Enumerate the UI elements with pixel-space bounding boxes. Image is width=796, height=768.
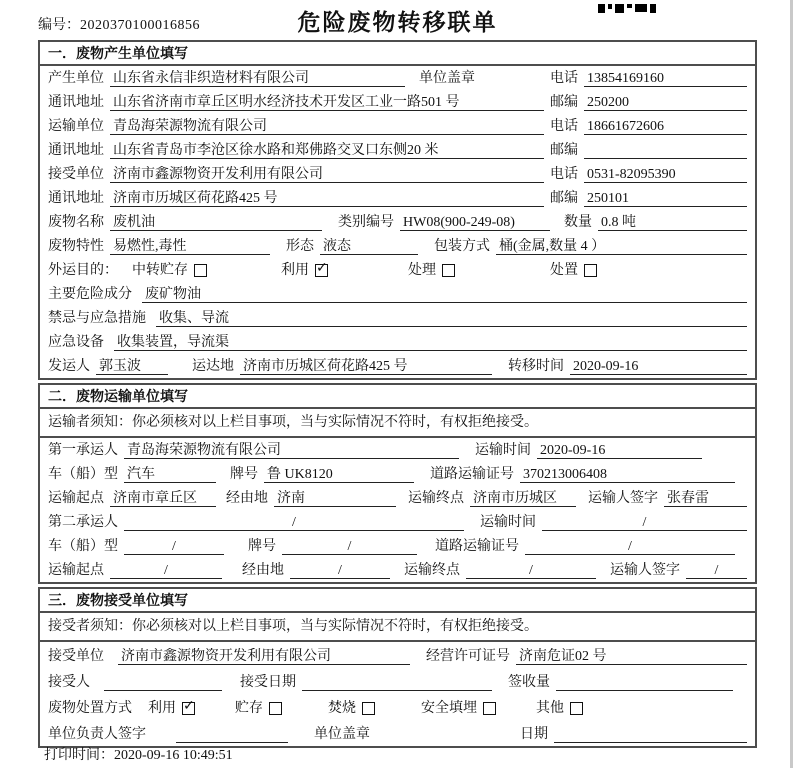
section2-notice: 运输者须知：你必须核对以上栏目事项，当与实际情况不符时，有权拒绝接受。 [40, 409, 755, 438]
waste-name-label: 废物名称 [48, 215, 104, 230]
receive-unit3-label: 接受单位 [48, 649, 104, 664]
disposal-landfill-checkbox [483, 702, 496, 715]
waste-name-value: 废机油 [110, 214, 322, 231]
transport-time2-value: / [542, 514, 747, 531]
qr-code-fragment-icon [598, 4, 656, 13]
option-dispose [550, 259, 597, 279]
row-vehicle2 [40, 534, 755, 558]
plate2-label: 牌号 [248, 539, 276, 554]
phone3-label: 电话 [550, 167, 578, 182]
disposal-label: 废物处置方式 [48, 701, 132, 716]
zip2-value [584, 142, 747, 159]
shipper-label: 发运人 [48, 359, 90, 374]
row-waste-name [40, 210, 755, 234]
row-producer-unit [40, 66, 755, 90]
zip1-label: 邮编 [550, 95, 578, 110]
receive-date-label: 接受日期 [240, 675, 296, 690]
carrier-sign1-value: 张春雷 [664, 490, 747, 507]
print-time-label: 打印时间： [44, 748, 114, 763]
option-treat [408, 259, 455, 279]
disposal-incinerate-label: 焚烧 [328, 701, 356, 716]
transfer-time-value: 2020-09-16 [570, 358, 747, 375]
first-carrier-label: 第一承运人 [48, 443, 118, 458]
page-edge-divider [790, 0, 793, 768]
dispose-checkbox [584, 264, 597, 277]
page-title: 危险废物转移联单 [297, 9, 498, 35]
row-shipper [40, 354, 755, 378]
carrier-sign2-value: / [686, 562, 747, 579]
road-permit1-value: 370213006408 [520, 466, 735, 483]
disposal-storage-checkbox [269, 702, 282, 715]
option-disposal-other [536, 697, 583, 717]
first-carrier-value: 青岛海荣源物流有限公司 [124, 442, 459, 459]
road-permit1-label: 道路运输证号 [430, 467, 514, 482]
disposal-storage-label: 贮存 [235, 701, 263, 716]
packaging-label: 包装方式 [434, 239, 490, 254]
row-disposal-method [40, 694, 755, 720]
disposal-utilize-label: 利用 [148, 701, 176, 716]
destination-value: 济南市历城区荷花路425 号 [240, 358, 492, 375]
date-label: 日期 [520, 727, 548, 742]
via2-label: 经由地 [242, 563, 284, 578]
section3-notice: 接受者须知：你必须核对以上栏目事项，当与实际情况不符时，有权拒绝接受。 [40, 613, 755, 642]
second-carrier-value: / [124, 514, 464, 531]
unit-seal3-label: 单位盖章 [314, 727, 370, 742]
characteristics-value: 易燃性,毒性 [110, 238, 270, 255]
disposal-incinerate-checkbox [362, 702, 375, 715]
plate1-label: 牌号 [230, 467, 258, 482]
terminus2-label: 运输终点 [404, 563, 460, 578]
precautions-value: 收集、导流 [156, 310, 747, 327]
emergency-equipment-label: 应急设备 [48, 335, 104, 350]
terminus1-value: 济南市历城区 [470, 490, 576, 507]
responsible-sign-value [176, 726, 288, 743]
row-first-carrier [40, 438, 755, 462]
option-disposal-incinerate [328, 697, 375, 717]
signed-amount-label: 签收量 [508, 675, 550, 690]
carrier-sign2-label: 运输人签字 [610, 563, 680, 578]
address3-label: 通讯地址 [48, 191, 104, 206]
responsible-sign-label: 单位负责人签字 [48, 727, 146, 742]
address3-value: 济南市历城区荷花路425 号 [110, 190, 544, 207]
road-permit2-label: 道路运输证号 [435, 539, 519, 554]
origin1-label: 运输起点 [48, 491, 104, 506]
phone1-value: 13854169160 [584, 70, 747, 87]
serial-label: 编号： [38, 18, 80, 33]
utilize-checkbox [315, 264, 328, 277]
via2-value: / [290, 562, 390, 579]
origin1-value: 济南市章丘区 [110, 490, 216, 507]
row-transport-address [40, 138, 755, 162]
row-emergency-equipment [40, 330, 755, 354]
option-disposal-landfill [421, 697, 496, 717]
row-transport-unit [40, 114, 755, 138]
section1-header: 一．废物产生单位填写 [40, 42, 755, 66]
shipper-value: 郭玉波 [96, 358, 168, 375]
row-receiver-person [40, 668, 755, 694]
row-receive-address [40, 186, 755, 210]
address1-label: 通讯地址 [48, 95, 104, 110]
via1-label: 经由地 [226, 491, 268, 506]
emergency-equipment-value: 收集装置，导流渠 [114, 334, 747, 351]
transfer-time-label: 转移时间 [508, 359, 564, 374]
phone2-label: 电话 [550, 119, 578, 134]
option-disposal-utilize [148, 697, 195, 717]
option-transit-storage-label: 中转贮存 [132, 263, 188, 278]
option-transit-storage [132, 259, 207, 279]
vehicle-type1-value: 汽车 [124, 466, 216, 483]
section3-header: 三．废物接受单位填写 [40, 589, 755, 613]
transport-unit-label: 运输单位 [48, 119, 104, 134]
serial-value: 2020370100016856 [80, 18, 200, 33]
destination-label: 运达地 [192, 359, 234, 374]
row-route2 [40, 558, 755, 582]
row-receive-unit [40, 162, 755, 186]
plate2-value: / [282, 538, 417, 555]
main-hazard-label: 主要危险成分 [48, 287, 132, 302]
characteristics-label: 废物特性 [48, 239, 104, 254]
section-receiver [38, 587, 757, 748]
transit-storage-checkbox [194, 264, 207, 277]
option-dispose-label: 处置 [550, 263, 578, 278]
zip1-value: 250200 [584, 94, 747, 111]
row-transfer-purpose [40, 258, 755, 282]
row-second-carrier [40, 510, 755, 534]
transport-time1-label: 运输时间 [475, 443, 531, 458]
address2-value: 山东省青岛市李沧区徐水路和郑佛路交叉口东侧20 米 [110, 142, 544, 159]
option-disposal-storage [235, 697, 282, 717]
carrier-sign1-label: 运输人签字 [588, 491, 658, 506]
disposal-landfill-label: 安全填埋 [421, 701, 477, 716]
receiver-value [104, 674, 222, 691]
document-header [38, 4, 757, 38]
row-precautions [40, 306, 755, 330]
second-carrier-label: 第二承运人 [48, 515, 118, 530]
row-responsible-signature [40, 720, 755, 746]
permit-no-label: 经营许可证号 [426, 649, 510, 664]
terminus1-label: 运输终点 [408, 491, 464, 506]
quantity-value: 0.8 吨 [598, 214, 747, 231]
vehicle-type1-label: 车（船）型 [48, 467, 118, 482]
phone1-label: 电话 [550, 71, 578, 86]
section-producer [38, 40, 757, 380]
phone2-value: 18661672606 [584, 118, 747, 135]
print-time-value: 2020-09-16 10:49:51 [114, 748, 233, 763]
precautions-label: 禁忌与应急措施 [48, 311, 146, 326]
receive-unit3-value: 济南市鑫源物资开发利用有限公司 [118, 648, 410, 665]
disposal-utilize-checkbox [182, 702, 195, 715]
row-waste-characteristics [40, 234, 755, 258]
transport-unit-value: 青岛海荣源物流有限公司 [110, 118, 544, 135]
option-treat-label: 处理 [408, 263, 436, 278]
receive-unit-value: 济南市鑫源物资开发利用有限公司 [110, 166, 544, 183]
option-utilize-label: 利用 [281, 263, 309, 278]
row-route1 [40, 486, 755, 510]
permit-no-value: 济南危证02 号 [516, 648, 747, 665]
row-receiving-unit [40, 642, 755, 668]
section2-header: 二．废物运输单位填写 [40, 385, 755, 409]
date-value [554, 726, 747, 743]
category-code-value: HW08(900-249-08) [400, 214, 550, 231]
origin2-value: / [110, 562, 222, 579]
disposal-other-checkbox [570, 702, 583, 715]
unit-seal-label: 单位盖章 [419, 71, 475, 86]
row-producer-address [40, 90, 755, 114]
treat-checkbox [442, 264, 455, 277]
address1-value: 山东省济南市章丘区明水经济技术开发区工业一路501 号 [110, 94, 544, 111]
phone3-value: 0531-82095390 [584, 166, 747, 183]
producer-unit-value: 山东省永信非织造材料有限公司 [110, 70, 405, 87]
signed-amount-value [556, 674, 733, 691]
row-main-hazard [40, 282, 755, 306]
zip3-label: 邮编 [550, 191, 578, 206]
origin2-label: 运输起点 [48, 563, 104, 578]
quantity-label: 数量 [564, 215, 592, 230]
receive-date-value [302, 674, 492, 691]
zip3-value: 250101 [584, 190, 747, 207]
via1-value: 济南 [274, 490, 396, 507]
receive-unit-label: 接受单位 [48, 167, 104, 182]
vehicle-type2-value: / [124, 538, 224, 555]
disposal-other-label: 其他 [536, 701, 564, 716]
terminus2-value: / [466, 562, 596, 579]
main-hazard-value: 废矿物油 [142, 286, 747, 303]
producer-unit-label: 产生单位 [48, 71, 104, 86]
vehicle-type2-label: 车（船）型 [48, 539, 118, 554]
option-utilize [281, 259, 328, 279]
category-code-label: 类别编号 [338, 215, 394, 230]
packaging-value: 桶(金属,数量 4 ） [496, 238, 747, 255]
manifest-form [38, 40, 757, 751]
purpose-label: 外运目的： [48, 263, 118, 278]
plate1-value: 鲁 UK8120 [264, 466, 414, 483]
physical-form-label: 形态 [286, 239, 314, 254]
physical-form-value: 液态 [320, 238, 418, 255]
print-time [44, 744, 233, 764]
address2-label: 通讯地址 [48, 143, 104, 158]
receiver-label: 接受人 [48, 675, 90, 690]
section-transporter [38, 383, 757, 584]
transport-time2-label: 运输时间 [480, 515, 536, 530]
zip2-label: 邮编 [550, 143, 578, 158]
transport-time1-value: 2020-09-16 [537, 442, 702, 459]
road-permit2-value: / [525, 538, 735, 555]
row-vehicle1 [40, 462, 755, 486]
